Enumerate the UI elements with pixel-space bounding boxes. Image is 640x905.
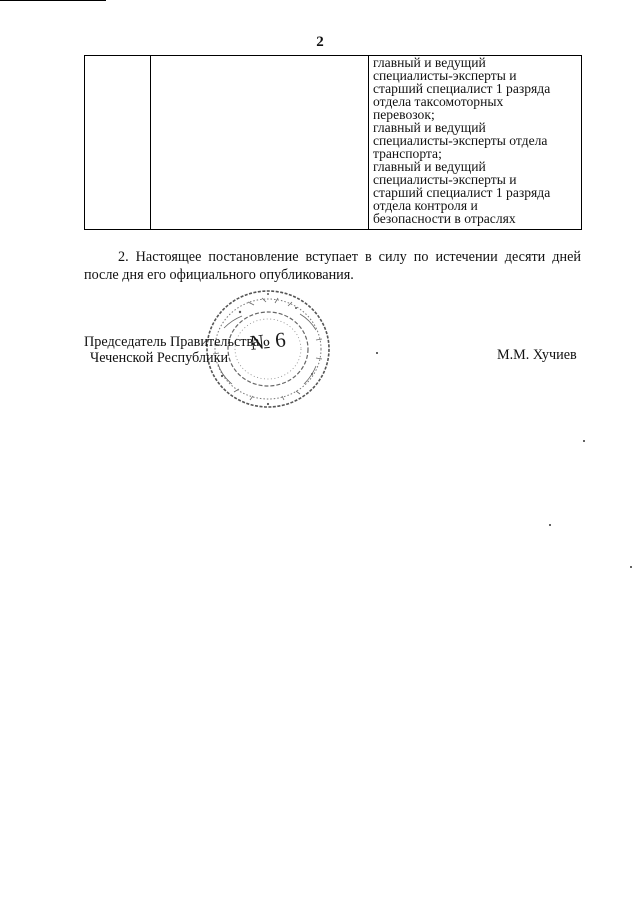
table-cell-positions (369, 56, 582, 230)
positions-table (84, 55, 582, 230)
position-entry-transport: главный и ведущий специалисты-эксперты отдела транспорта; (373, 120, 548, 161)
scan-speck (376, 352, 378, 354)
page-number: 2 (316, 34, 324, 50)
signatory-position: Председатель Правительства Чеченской Республики (84, 334, 260, 366)
position-entry-safety: главный и ведущий специалисты-эксперты и старший специалист 1 разряда отдела контроля и безопасности в отраслях (373, 159, 551, 226)
scan-speck (549, 524, 551, 526)
scan-edge-line (0, 0, 106, 1)
table-cell-number (85, 56, 151, 230)
signatory-name: М.М. Хучиев (497, 347, 577, 363)
scan-speck (630, 566, 632, 568)
position-entry-taxi: главный и ведущий специалисты-эксперты и старший специалист 1 разряда отдела таксомоторных перевозок; (373, 55, 551, 122)
scan-speck (583, 440, 585, 442)
table-cell-department (151, 56, 369, 230)
effective-date-paragraph: 2. Настоящее постановление вступает в силу по истечении десяти дней после дня его официального опубликования. (84, 249, 581, 283)
seal-number: № 6 (248, 327, 287, 355)
